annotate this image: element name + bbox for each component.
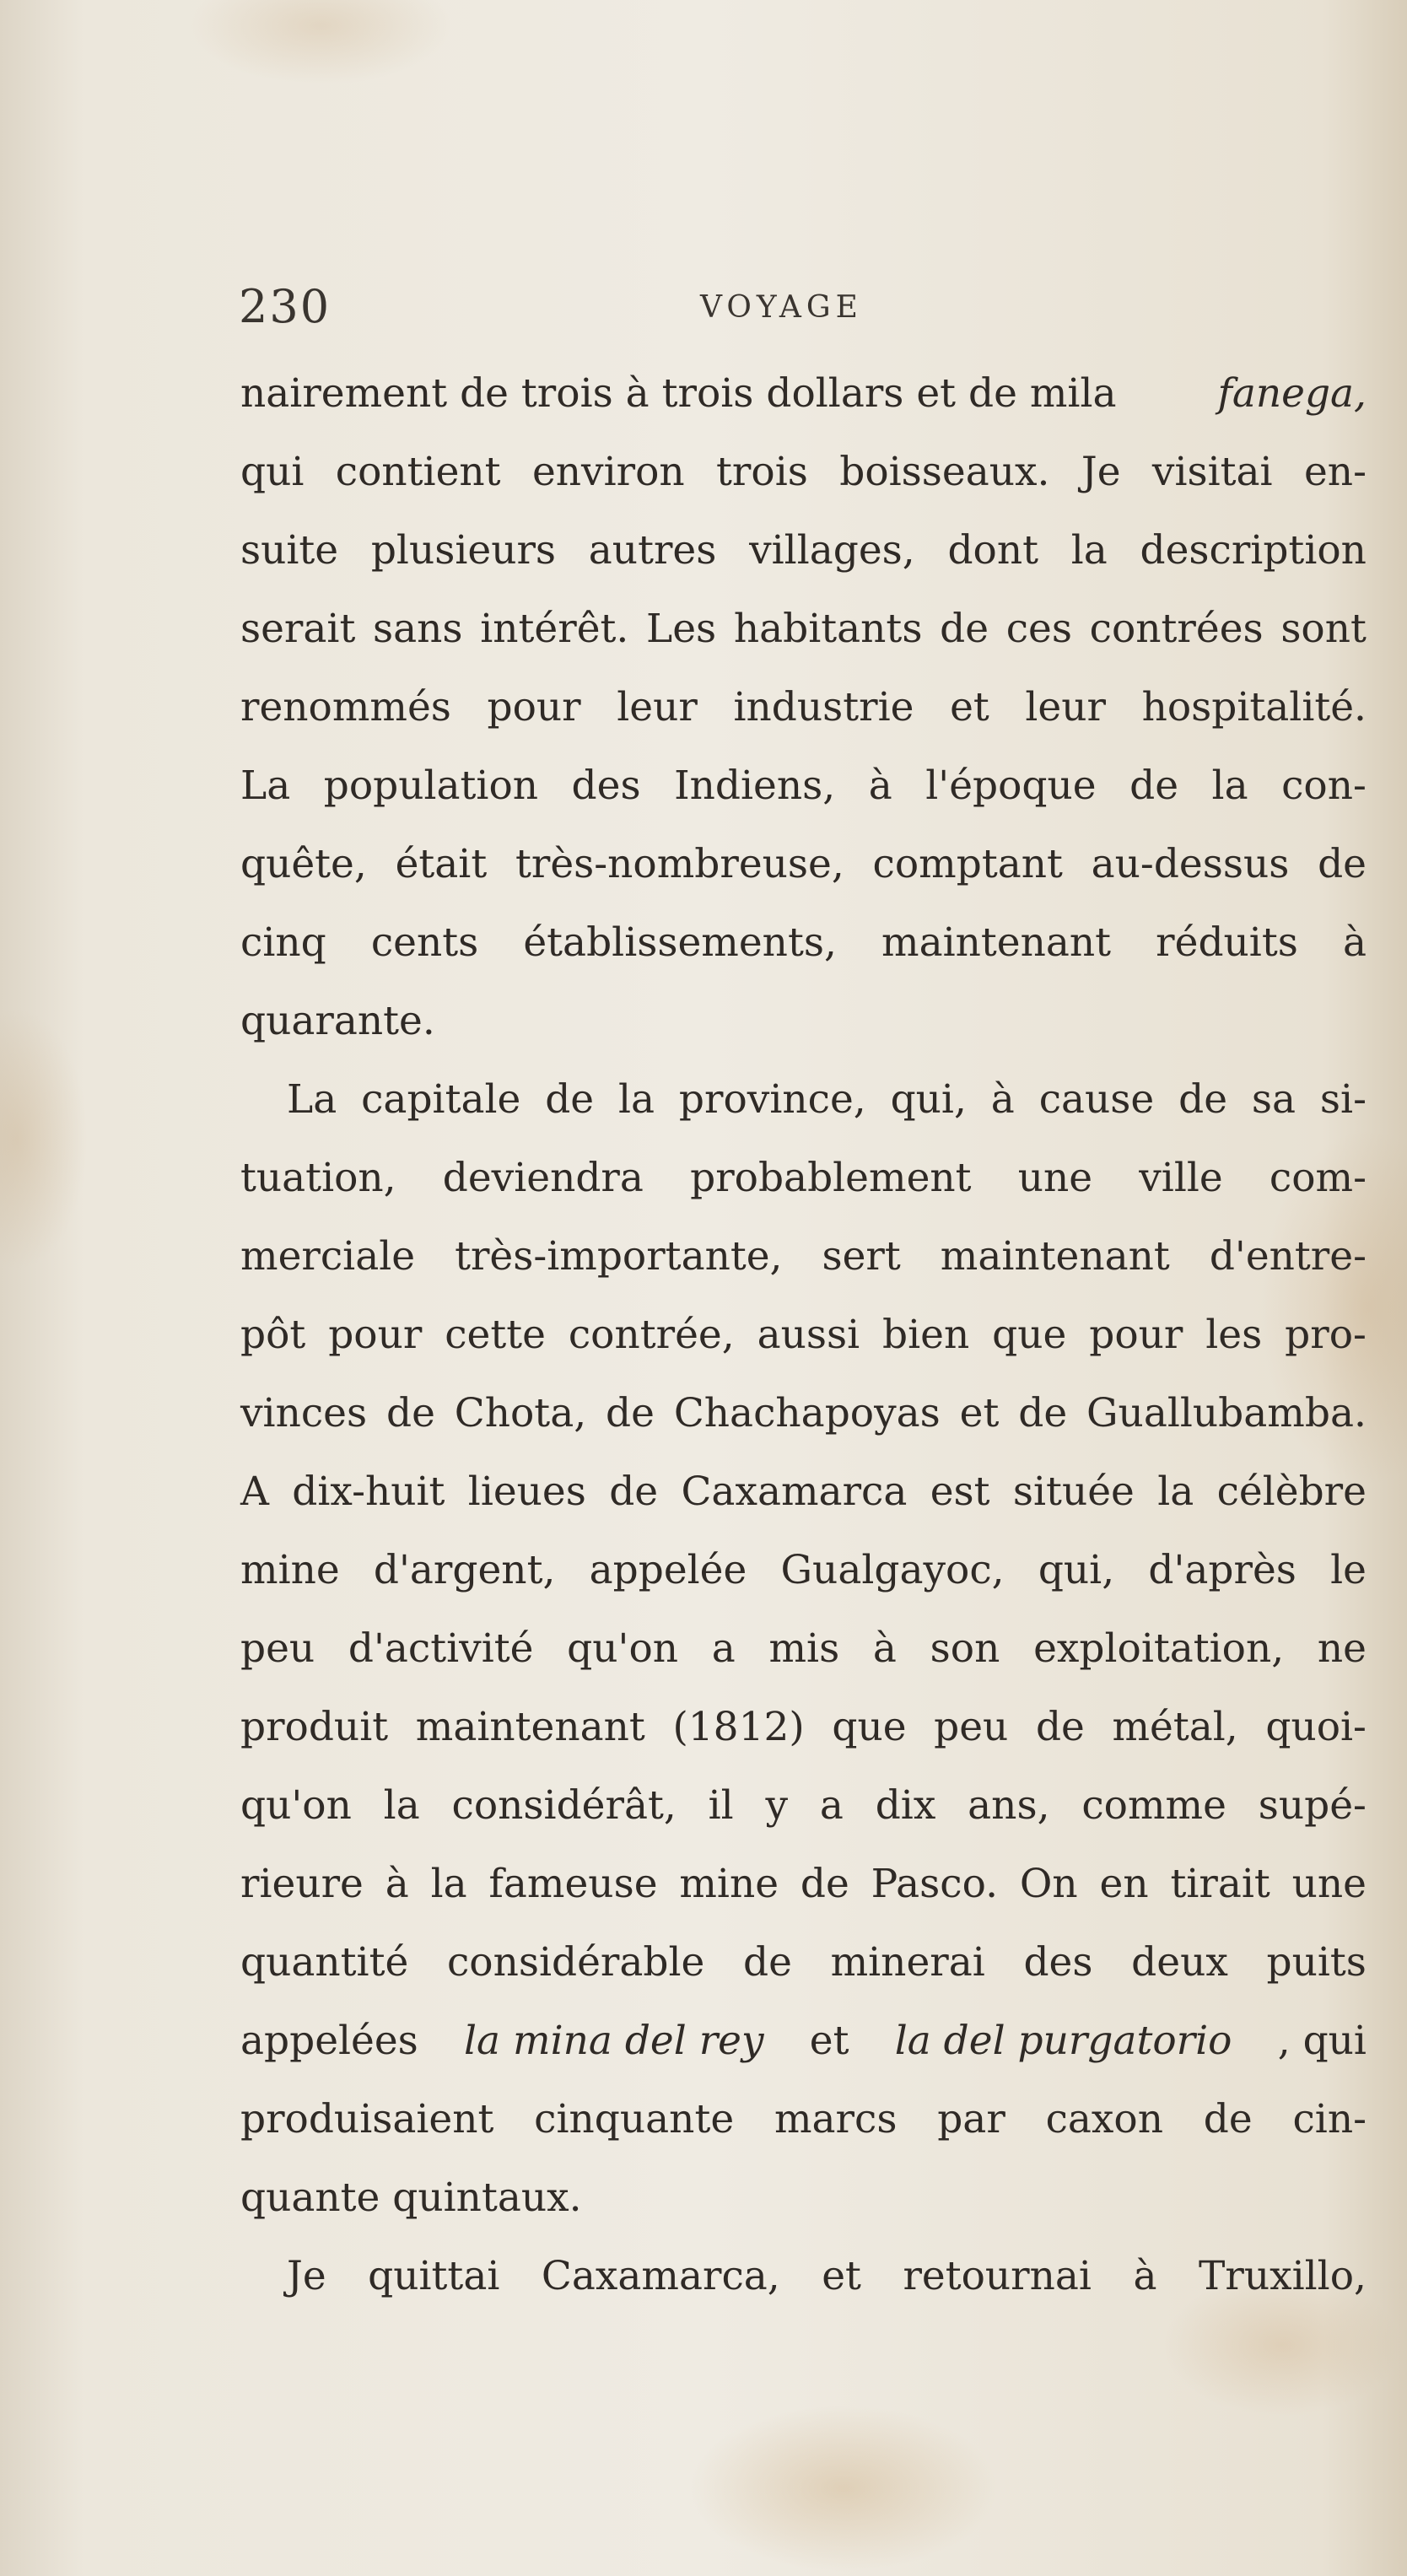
text-line-6-word: la bbox=[1211, 763, 1248, 809]
text-line-10-word: province, bbox=[678, 1076, 866, 1123]
text-line-5-word: et bbox=[950, 684, 989, 730]
text-line-21-word: minerai bbox=[830, 1939, 985, 1986]
text-line-21-word: de bbox=[743, 1939, 792, 1986]
text-line-17-word: d'activité bbox=[348, 1625, 534, 1672]
text-line-18-word: (1812) bbox=[672, 1704, 805, 1750]
text-line-3-word: description bbox=[1140, 527, 1367, 574]
text-line-16-word: mine bbox=[240, 1547, 340, 1593]
text-line-2-word: en- bbox=[1303, 449, 1367, 495]
text-line-2-word: visitai bbox=[1151, 449, 1273, 495]
text-line-16-word: le bbox=[1330, 1547, 1367, 1593]
text-line-10-word: de bbox=[545, 1076, 595, 1123]
text-line-16 bbox=[240, 1531, 1367, 1609]
text-line-2-word: trois bbox=[716, 449, 808, 495]
text-line-23-word: caxon bbox=[1045, 2096, 1163, 2142]
text-line-13-word: pour bbox=[1089, 1312, 1183, 1358]
text-line-7-word: très-nombreuse, bbox=[515, 841, 844, 887]
text-line-19 bbox=[240, 1766, 1367, 1845]
text-line-19-word: il bbox=[708, 1782, 734, 1829]
text-line-6-word: des bbox=[571, 763, 641, 809]
text-line-15-word: située bbox=[1012, 1469, 1135, 1515]
text-line-12 bbox=[240, 1217, 1367, 1296]
text-line-19-word: y bbox=[765, 1782, 789, 1829]
text-line-16-word: d'argent, bbox=[373, 1547, 556, 1593]
text-line-19-word: considérât, bbox=[451, 1782, 677, 1829]
text-line-20-word: une bbox=[1291, 1861, 1367, 1907]
text-line-18-word: de bbox=[1035, 1704, 1085, 1750]
text-line-15-word: Caxamarca bbox=[681, 1469, 908, 1515]
text-line-11-word: probablement bbox=[690, 1155, 972, 1201]
text-line-13-word: cette bbox=[445, 1312, 546, 1358]
text-line-20-word: en bbox=[1099, 1861, 1149, 1907]
text-line-11 bbox=[240, 1139, 1367, 1217]
page-header bbox=[239, 280, 1369, 339]
text-line-2-word: environ bbox=[531, 449, 685, 495]
body-text bbox=[240, 354, 1367, 2315]
text-line-18-word: métal, bbox=[1112, 1704, 1238, 1750]
text-line-13-word: pro- bbox=[1285, 1312, 1367, 1358]
text-line-20-word: Pasco. bbox=[871, 1861, 999, 1907]
text-line-23 bbox=[240, 2080, 1367, 2158]
text-line-17-word: à bbox=[872, 1625, 897, 1672]
text-line-14-word: Chachapoyas bbox=[673, 1390, 941, 1436]
text-line-10-word: si- bbox=[1319, 1076, 1367, 1123]
text-line-2-word: boisseaux. bbox=[839, 449, 1050, 495]
text-line-3-word: la bbox=[1070, 527, 1108, 574]
text-line-14 bbox=[240, 1374, 1367, 1452]
text-line-2-word: qui bbox=[240, 449, 305, 495]
text-line-5-word: pour bbox=[487, 684, 581, 730]
text-line-7-word: au-dessus bbox=[1091, 841, 1290, 887]
text-line-7-word: comptant bbox=[872, 841, 1063, 887]
text-line-17-word: son bbox=[930, 1625, 1000, 1672]
text-line-15-word: de bbox=[609, 1469, 659, 1515]
text-line-14-word: de bbox=[386, 1390, 435, 1436]
text-line-13-word: les bbox=[1205, 1312, 1263, 1358]
text-line-19-word: qu'on bbox=[240, 1782, 352, 1829]
text-line-15-word: célèbre bbox=[1216, 1469, 1367, 1515]
text-line-1 bbox=[240, 354, 1367, 433]
text-line-10 bbox=[240, 1060, 1367, 1139]
text-line-14-word: Chota, bbox=[454, 1390, 587, 1436]
page-number: 230 bbox=[239, 280, 332, 333]
text-line-21-word: quantité bbox=[240, 1939, 409, 1986]
text-line-19-word: dix bbox=[875, 1782, 936, 1829]
text-line-5-word: leur bbox=[617, 684, 698, 730]
text-line-12-word: sert bbox=[822, 1233, 901, 1280]
text-line-15-word: est bbox=[930, 1469, 990, 1515]
text-line-12-word: très-importante, bbox=[455, 1233, 783, 1280]
text-line-17-word: ne bbox=[1317, 1625, 1367, 1672]
text-line-8-word: à bbox=[1342, 919, 1367, 966]
text-line-20-word: fameuse bbox=[488, 1861, 658, 1907]
text-line-2-word: contient bbox=[335, 449, 501, 495]
text-line-20-word: de bbox=[800, 1861, 849, 1907]
text-line-7-word: de bbox=[1318, 841, 1367, 887]
text-line-19-word: ans, bbox=[968, 1782, 1050, 1829]
text-line-15-word: dix-huit bbox=[292, 1469, 445, 1515]
text-line-18-word: maintenant bbox=[415, 1704, 645, 1750]
text-line-16-word: d'après bbox=[1148, 1547, 1296, 1593]
text-line-11-word: com- bbox=[1269, 1155, 1367, 1201]
text-line-15-word: lieues bbox=[467, 1469, 586, 1515]
text-line-25-word: et bbox=[822, 2253, 861, 2299]
text-line-13-word: que bbox=[992, 1312, 1067, 1358]
text-line-11-word: tuation, bbox=[240, 1155, 396, 1201]
text-line-21 bbox=[240, 1923, 1367, 2002]
text-line-25 bbox=[240, 2237, 1367, 2315]
text-line-20-word: rieure bbox=[240, 1861, 364, 1907]
text-line-10-word: capitale bbox=[361, 1076, 521, 1123]
text-line-17-word: exploitation, bbox=[1033, 1625, 1285, 1672]
text-line-4-word: ces bbox=[1005, 606, 1072, 652]
text-line-10-word: La bbox=[287, 1076, 337, 1123]
text-line-25-word: retournai bbox=[903, 2253, 1092, 2299]
text-line-22-pre: appelées bbox=[240, 2018, 418, 2064]
text-line-5-word: hospitalité. bbox=[1141, 684, 1367, 730]
text-line-17-word: peu bbox=[240, 1625, 315, 1672]
text-line-10-word: sa bbox=[1251, 1076, 1296, 1123]
text-line-12-word: merciale bbox=[240, 1233, 416, 1280]
text-line-8 bbox=[240, 903, 1367, 982]
text-line-5-word: leur bbox=[1025, 684, 1106, 730]
text-line-11-word: deviendra bbox=[442, 1155, 644, 1201]
text-line-15 bbox=[240, 1452, 1367, 1531]
text-line-22-mid: et bbox=[809, 2018, 849, 2064]
text-line-5 bbox=[240, 668, 1367, 746]
text-line-6-word: de bbox=[1129, 763, 1179, 809]
text-line-20-word: tirait bbox=[1170, 1861, 1270, 1907]
text-line-13 bbox=[240, 1296, 1367, 1374]
text-line-4-word: Les bbox=[646, 606, 717, 652]
text-line-12-word: d'entre- bbox=[1209, 1233, 1367, 1280]
text-line-25-word: Je bbox=[287, 2253, 326, 2299]
text-line-10-word: cause bbox=[1038, 1076, 1155, 1123]
text-line-21-word: des bbox=[1023, 1939, 1093, 1986]
text-line-24: quante quintaux. bbox=[240, 2175, 582, 2221]
text-line-7 bbox=[240, 825, 1367, 903]
text-line-13-word: contrée, bbox=[568, 1312, 735, 1358]
text-line-17-word: mis bbox=[768, 1625, 840, 1672]
text-line-6-word: Indiens, bbox=[674, 763, 836, 809]
text-line-6 bbox=[240, 746, 1367, 825]
text-line-10-word: à bbox=[990, 1076, 1015, 1123]
text-line-10-word: la bbox=[617, 1076, 655, 1123]
text-line-23-word: de bbox=[1203, 2096, 1253, 2142]
text-line-10-word: qui, bbox=[890, 1076, 967, 1123]
text-line-4-word: intérêt. bbox=[480, 606, 629, 652]
text-line-19-word: la bbox=[383, 1782, 420, 1829]
text-line-23-word: marcs bbox=[774, 2096, 898, 2142]
text-line-14-word: et bbox=[959, 1390, 1000, 1436]
text-line-23-word: cin- bbox=[1292, 2096, 1367, 2142]
text-line-12-word: maintenant bbox=[940, 1233, 1170, 1280]
text-line-22 bbox=[240, 2002, 1367, 2080]
text-line-6-word: l'époque bbox=[925, 763, 1097, 809]
text-line-10-word: de bbox=[1178, 1076, 1228, 1123]
text-line-3-word: autres bbox=[588, 527, 717, 574]
text-line-14-word: vinces bbox=[240, 1390, 368, 1436]
text-line-8-word: cinq bbox=[240, 919, 326, 966]
text-line-6-word: con- bbox=[1281, 763, 1367, 809]
text-line-6-word: population bbox=[323, 763, 539, 809]
text-line-20 bbox=[240, 1845, 1367, 1923]
text-line-25-word: Caxamarca, bbox=[541, 2253, 780, 2299]
text-line-20-word: à bbox=[385, 1861, 409, 1907]
text-line-16-word: qui, bbox=[1038, 1547, 1115, 1593]
text-line-9: quarante. bbox=[240, 998, 435, 1044]
text-line-8-word: maintenant bbox=[881, 919, 1112, 966]
italic-term-purgatorio: la del purgatorio bbox=[894, 2018, 1232, 2064]
text-line-20-word: mine bbox=[679, 1861, 779, 1907]
text-line-4-word: serait bbox=[240, 606, 356, 652]
text-line-2 bbox=[240, 433, 1367, 511]
text-line-17-word: qu'on bbox=[567, 1625, 679, 1672]
text-line-8-word: établissements, bbox=[523, 919, 837, 966]
text-line-14-word: de bbox=[1018, 1390, 1068, 1436]
text-line-6-word: à bbox=[868, 763, 892, 809]
italic-term-fanega: fanega, bbox=[1217, 370, 1367, 417]
text-line-14-word: de bbox=[606, 1390, 655, 1436]
text-line-3 bbox=[240, 511, 1367, 590]
text-line-25-word: à bbox=[1133, 2253, 1157, 2299]
text-line-6-word: La bbox=[240, 763, 291, 809]
text-line-15-word: la bbox=[1157, 1469, 1194, 1515]
text-line-21-word: deux bbox=[1131, 1939, 1228, 1986]
text-line-13-word: aussi bbox=[757, 1312, 860, 1358]
text-line-17 bbox=[240, 1609, 1367, 1688]
text-line-3-word: villages, bbox=[749, 527, 915, 574]
text-line-7-word: quête, bbox=[240, 841, 367, 887]
text-line-19-word: comme bbox=[1081, 1782, 1226, 1829]
text-line-17-word: a bbox=[711, 1625, 736, 1672]
text-line-23-word: par bbox=[937, 2096, 1005, 2142]
text-line-5-word: renommés bbox=[240, 684, 451, 730]
text-line-13-word: bien bbox=[882, 1312, 970, 1358]
italic-term-mina-del-rey: la mina del rey bbox=[464, 2018, 764, 2064]
text-line-3-word: plusieurs bbox=[370, 527, 557, 574]
text-line-18 bbox=[240, 1688, 1367, 1766]
text-line-19-word: supé- bbox=[1258, 1782, 1367, 1829]
text-line-18-word: produit bbox=[240, 1704, 389, 1750]
text-line-5-word: industrie bbox=[733, 684, 914, 730]
text-line-1-roman: nairement de trois à trois dollars et de mila bbox=[240, 370, 1117, 417]
text-line-20-word: la bbox=[430, 1861, 467, 1907]
text-line-19-word: a bbox=[819, 1782, 844, 1829]
text-line-21-word: puits bbox=[1266, 1939, 1367, 1986]
text-line-3-word: suite bbox=[240, 527, 339, 574]
text-line-18-word: que bbox=[832, 1704, 907, 1750]
text-line-16-word: Gualgayoc, bbox=[780, 1547, 1005, 1593]
text-line-13-word: pour bbox=[328, 1312, 423, 1358]
text-line-25-word: Truxillo, bbox=[1199, 2253, 1367, 2299]
running-head: VOYAGE bbox=[700, 290, 863, 325]
text-line-15-word: A bbox=[240, 1469, 269, 1515]
text-line-2-word: Je bbox=[1081, 449, 1121, 495]
text-line-11-word: ville bbox=[1139, 1155, 1223, 1201]
text-line-23-word: produisaient bbox=[240, 2096, 494, 2142]
text-line-21-word: considérable bbox=[446, 1939, 705, 1986]
text-line-18-word: quoi- bbox=[1265, 1704, 1367, 1750]
text-line-14-word: Guallubamba. bbox=[1086, 1390, 1367, 1436]
text-line-4-word: de bbox=[940, 606, 989, 652]
text-line-23-word: cinquante bbox=[534, 2096, 735, 2142]
text-line-11-word: une bbox=[1017, 1155, 1093, 1201]
text-line-25-word: quittai bbox=[368, 2253, 500, 2299]
text-line-22-post: , qui bbox=[1277, 2018, 1367, 2064]
text-line-18-word: peu bbox=[934, 1704, 1009, 1750]
text-line-4 bbox=[240, 590, 1367, 668]
text-line-7-word: était bbox=[395, 841, 488, 887]
text-line-3-word: dont bbox=[947, 527, 1038, 574]
text-line-8-word: réduits bbox=[1156, 919, 1298, 966]
text-line-4-word: contrées bbox=[1089, 606, 1264, 652]
text-line-13-word: pôt bbox=[240, 1312, 306, 1358]
text-line-4-word: sans bbox=[373, 606, 463, 652]
text-line-16-word: appelée bbox=[589, 1547, 747, 1593]
text-line-4-word: sont bbox=[1280, 606, 1367, 652]
text-line-20-word: On bbox=[1019, 1861, 1078, 1907]
text-line-4-word: habitants bbox=[733, 606, 923, 652]
text-line-8-word: cents bbox=[370, 919, 479, 966]
